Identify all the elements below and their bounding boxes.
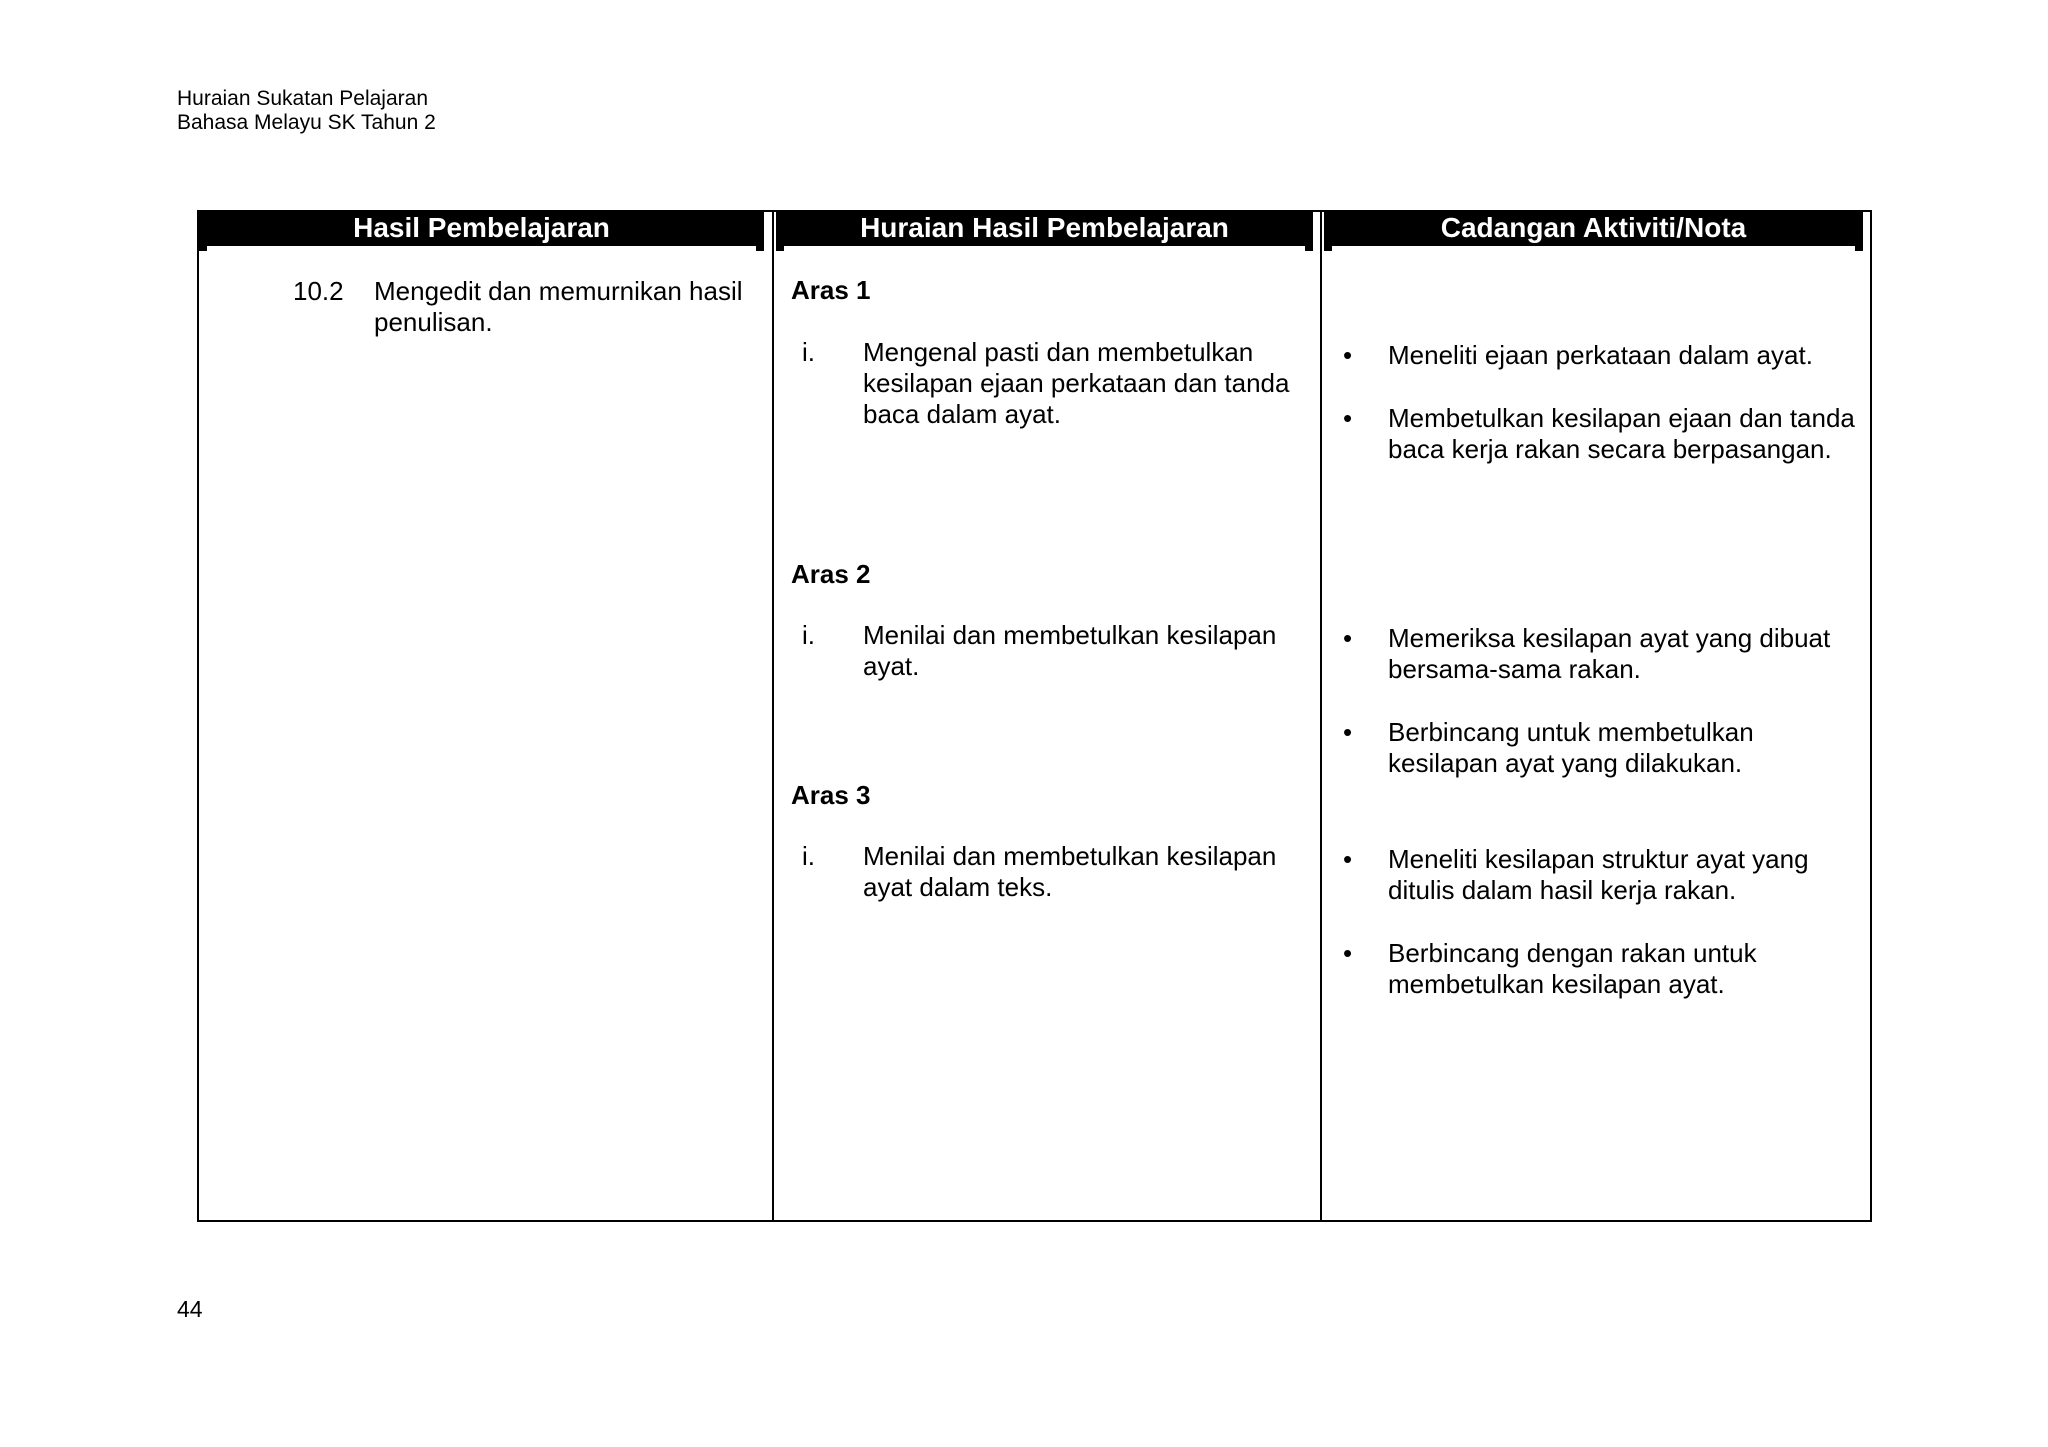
level-3-item-numeral: i. [802, 841, 815, 871]
activity-text: Berbincang untuk membetulkan kesilapan ayat yang dilakukan. [1388, 717, 1754, 778]
activity-text: Berbincang dengan rakan untuk membetulkan kesilapan ayat. [1388, 938, 1757, 999]
document-header-line-1: Huraian Sukatan Pelajaran [177, 87, 428, 110]
activity-text: Meneliti ejaan perkataan dalam ayat. [1388, 340, 1813, 370]
column-header-outcome-description: Huraian Hasil Pembelajaran [776, 210, 1313, 246]
column-header-suggested-activities: Cadangan Aktiviti/Nota [1324, 210, 1863, 246]
level-3-heading: Aras 3 [791, 780, 871, 810]
bullet-icon: • [1343, 403, 1353, 433]
activity-text: Meneliti kesilapan struktur ayat yang ditulis dalam hasil kerja rakan. [1388, 844, 1809, 905]
bullet-icon: • [1343, 623, 1353, 653]
bullet-icon: • [1343, 938, 1353, 968]
page-number: 44 [177, 1296, 203, 1322]
level-1-heading: Aras 1 [791, 275, 871, 305]
level-1-item-numeral: i. [802, 337, 815, 367]
level-3-item-text: Menilai dan membetulkan kesilapan ayat dalam teks. [863, 841, 1277, 902]
document-header-line-2: Bahasa Melayu SK Tahun 2 [177, 111, 436, 134]
level-2-item-numeral: i. [802, 620, 815, 650]
activity-text: Membetulkan kesilapan ejaan dan tanda baca kerja rakan secara berpasangan. [1388, 403, 1855, 464]
learning-outcome-code: 10.2 [293, 276, 344, 306]
column-header-learning-outcome: Hasil Pembelajaran [199, 210, 764, 246]
activity-text: Memeriksa kesilapan ayat yang dibuat bersama-sama rakan. [1388, 623, 1831, 684]
bullet-icon: • [1343, 844, 1353, 874]
column-divider-2 [1320, 210, 1322, 1222]
learning-outcome-text: Mengedit dan memurnikan hasil penulisan. [374, 276, 743, 337]
level-1-item-text: Mengenal pasti dan membetulkan kesilapan ejaan perkataan dan tanda baca dalam ayat. [863, 337, 1290, 429]
bullet-icon: • [1343, 340, 1353, 370]
level-2-heading: Aras 2 [791, 559, 871, 589]
level-2-item-text: Menilai dan membetulkan kesilapan ayat. [863, 620, 1277, 681]
bullet-icon: • [1343, 717, 1353, 747]
column-divider-1 [772, 210, 774, 1222]
document-header [177, 87, 436, 135]
